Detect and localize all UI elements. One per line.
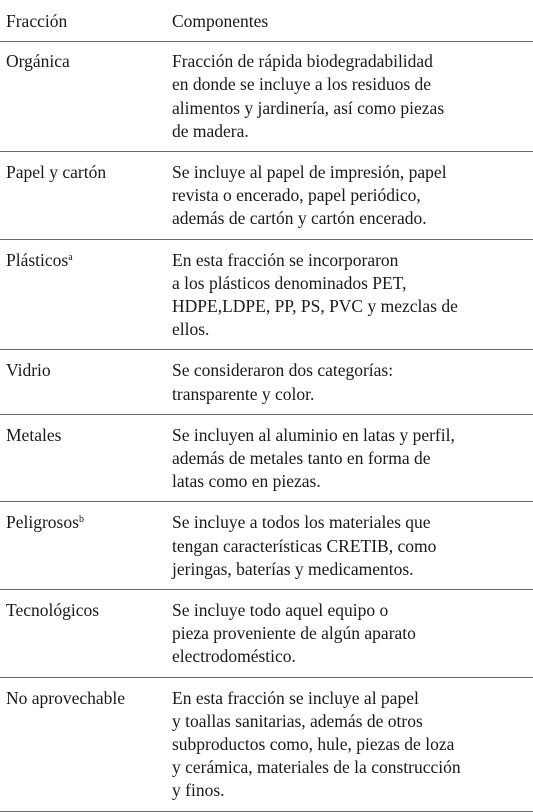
componentes-line: HDPE,LDPE, PP, PS, PVC y mezclas de [172,296,458,317]
fraccion-cell [0,50,172,143]
componentes-cell [172,249,527,342]
fraccion-label: No aprovechable [6,687,126,708]
componentes-line: pieza proveniente de algún aparato [172,623,416,644]
componentes-cell [172,424,527,494]
fraccion-label: Peligrosos [6,512,79,533]
table-row [0,249,533,342]
fraccion-label: Vidrio [6,360,51,381]
componentes-line: Fracción de rápida biodegradabilidad [172,51,433,72]
table-divider [0,239,533,240]
fraccion-label: Tecnológicos [6,600,100,621]
componentes-line: electrodoméstico. [172,646,296,667]
componentes-line: jeringas, baterías y medicamentos. [172,558,414,579]
componentes-line: además de metales tanto en forma de [172,448,431,469]
fraccion-cell [0,599,172,669]
fraccion-cell [0,511,172,581]
componentes-line: tengan características CRETIB, como [172,535,437,556]
fraccion-cell [0,424,172,494]
componentes-line: ellos. [172,319,210,340]
componentes-line: de madera. [172,120,249,141]
table-row [0,50,533,143]
componentes-line: latas como en piezas. [172,471,321,492]
fraccion-cell [0,359,172,405]
componentes-line: alimentos y jardinería, así como piezas [172,97,445,118]
table-divider [0,414,533,415]
componentes-line: Se incluye todo aquel equipo o [172,600,389,621]
fraccion-cell [0,161,172,231]
table-row [0,424,533,494]
table-divider [0,41,533,42]
componentes-line: Se incluyen al aluminio en latas y perfil, [172,424,455,445]
table-header-row [0,10,533,33]
componentes-line: y cerámica, materiales de la construcción [172,757,461,778]
componentes-line: Se incluye al papel de impresión, papel [172,162,447,183]
fraccion-label: Metales [6,424,62,445]
componentes-line: transparente y color. [172,383,315,404]
componentes-cell [172,50,527,143]
componentes-cell [172,359,527,405]
footnote-marker: a [68,251,73,263]
fraccion-cell [0,249,172,342]
fraccion-label: Papel y cartón [6,162,107,183]
table-row [0,687,533,803]
componentes-line: a los plásticos denominados PET, [172,272,407,293]
componentes-line: además de cartón y cartón encerado. [172,208,427,229]
componentes-cell [172,161,527,231]
table-divider [0,349,533,350]
table-row [0,511,533,581]
componentes-line: y toallas sanitarias, además de otros [172,710,423,731]
table-divider [0,151,533,152]
footnote-marker: b [78,514,84,526]
table-divider [0,677,533,678]
table-row [0,599,533,669]
componentes-line: En esta fracción se incorporaron [172,249,399,270]
fraccion-label: Plásticos [6,249,69,270]
table-divider [0,501,533,502]
componentes-line: y finos. [172,780,225,801]
table-divider [0,589,533,590]
componentes-line: en donde se incluye a los residuos de [172,74,432,95]
componentes-line: subproductos como, hule, piezas de loza [172,734,455,755]
componentes-cell [172,687,527,803]
table-row [0,161,533,231]
componentes-line: Se incluye a todos los materiales que [172,512,431,533]
componentes-cell [172,511,527,581]
fraccion-cell [0,687,172,803]
fraccion-label: Orgánica [6,51,70,72]
componentes-line: Se consideraron dos categorías: [172,360,394,381]
header-fraccion: Fracción [6,11,68,31]
componentes-line: revista o encerado, papel periódico, [172,185,421,206]
table-row [0,359,533,405]
componentes-line: En esta fracción se incluye al papel [172,687,419,708]
componentes-cell [172,599,527,669]
header-componentes: Componentes [172,11,269,31]
